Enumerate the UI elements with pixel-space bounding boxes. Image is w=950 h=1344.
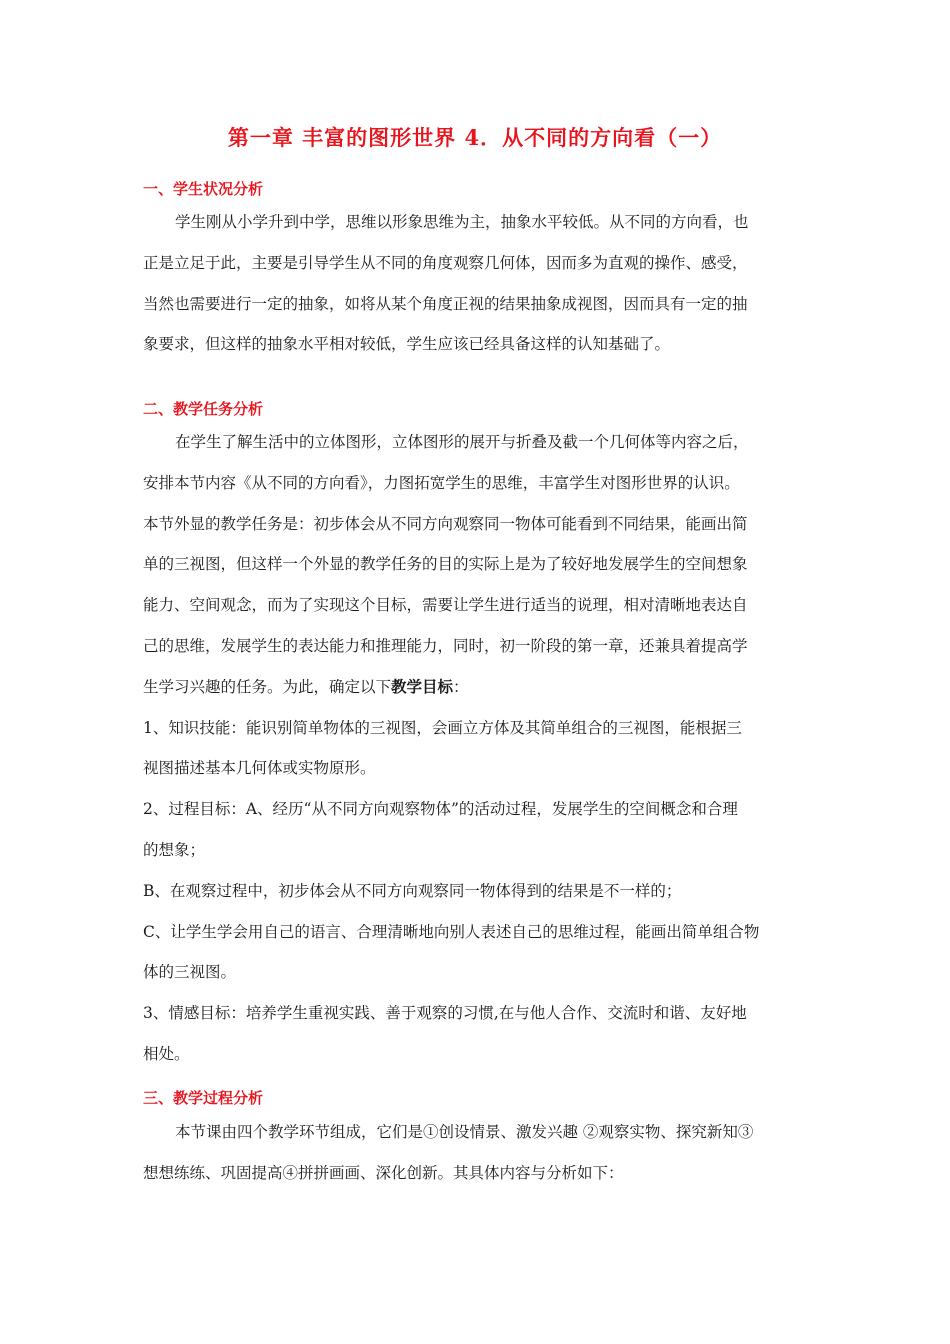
paragraph-line: 当然也需要进行一定的抽象，如将从某个角度正视的结果抽象成视图，因而具有一定的抽 xyxy=(143,294,748,313)
goal-line: 2、过程目标：A、经历“从不同方向观察物体”的活动过程，发展学生的空间概念和合理 xyxy=(143,800,738,819)
paragraph-line: 正是立足于此，主要是引导学生从不同的角度观察几何体，因而多为直观的操作、感受， xyxy=(143,253,748,272)
paragraph-line: 学生刚从小学升到中学，思维以形象思维为主，抽象水平较低。从不同的方向看，也 xyxy=(175,213,749,231)
goal-intro-colon: ： xyxy=(453,677,469,696)
goal-intro-line xyxy=(143,667,809,708)
goal-line: 3、情感目标：培养学生重视实践、善于观察的习惯,在与他人合作、交流时和谐、友好地 xyxy=(143,1004,747,1023)
paragraph-line: 本节课由四个教学环节组成，它们是①创设情景、激发兴趣 ②观察实物、探究新知③ xyxy=(175,1123,754,1141)
goal-line: 相处。 xyxy=(143,1044,190,1063)
paragraph-line: 在学生了解生活中的立体图形，立体图形的展开与折叠及截一个几何体等内容之后， xyxy=(175,433,749,451)
goal-line: B、在观察过程中，初步体会从不同方向观察同一物体得到的结果是不一样的； xyxy=(143,881,682,900)
section-heading-student-analysis: 一、学生状况分析 xyxy=(143,180,264,198)
section-heading-process-analysis: 三、教学过程分析 xyxy=(143,1089,264,1107)
goal-line: 体的三视图。 xyxy=(143,963,237,982)
section-heading-task-analysis: 二、教学任务分析 xyxy=(143,400,264,418)
paragraph-line: 能力、空间观念，而为了实现这个目标，需要让学生进行适当的说理，相对清晰地表达自 xyxy=(143,596,748,615)
paragraph-line: 安排本节内容《从不同的方向看》，力图拓宽学生的思维，丰富学生对图形世界的认识。 xyxy=(143,473,740,492)
goal-line: 1、知识技能：能识别简单物体的三视图，会画立方体及其简单组合的三视图，能根据三 xyxy=(143,718,742,737)
teaching-goal-label: 教学目标 xyxy=(391,676,454,696)
paragraph-line: 己的思维，发展学生的表达能力和推理能力，同时，初一阶段的第一章，还兼具着提高学 xyxy=(143,636,748,655)
paragraph-line: 象要求，但这样的抽象水平相对较低，学生应该已经具备这样的认知基础了。 xyxy=(143,335,671,354)
goal-line: 的想象； xyxy=(143,840,206,859)
paragraph-line: 单的三视图，但这样一个外显的教学任务的目的实际上是为了较好地发展学生的空间想象 xyxy=(143,555,748,574)
section-body-task-analysis xyxy=(143,422,809,1075)
goal-intro-text: 生学习兴趣的任务。为此，确定以下 xyxy=(143,677,392,696)
paragraph-line: 本节外显的教学任务是：初步体会从不同方向观察同一物体可能看到不同结果，能画出简 xyxy=(143,514,748,533)
paragraph-line: 想想练练、巩固提高④拼拼画画、深化创新。其具体内容与分析如下： xyxy=(143,1163,624,1182)
page-title: 第一章 丰富的图形世界 4．从不同的方向看（一） xyxy=(227,125,723,150)
section-body-process-analysis xyxy=(143,1112,809,1194)
section-body-student-analysis xyxy=(143,202,809,365)
goal-line: 视图描述基本几何体或实物原形。 xyxy=(143,759,376,778)
goal-line: C、让学生学会用自己的语言、合理清晰地向别人表述自己的思维过程，能画出简单组合物 xyxy=(143,922,760,941)
